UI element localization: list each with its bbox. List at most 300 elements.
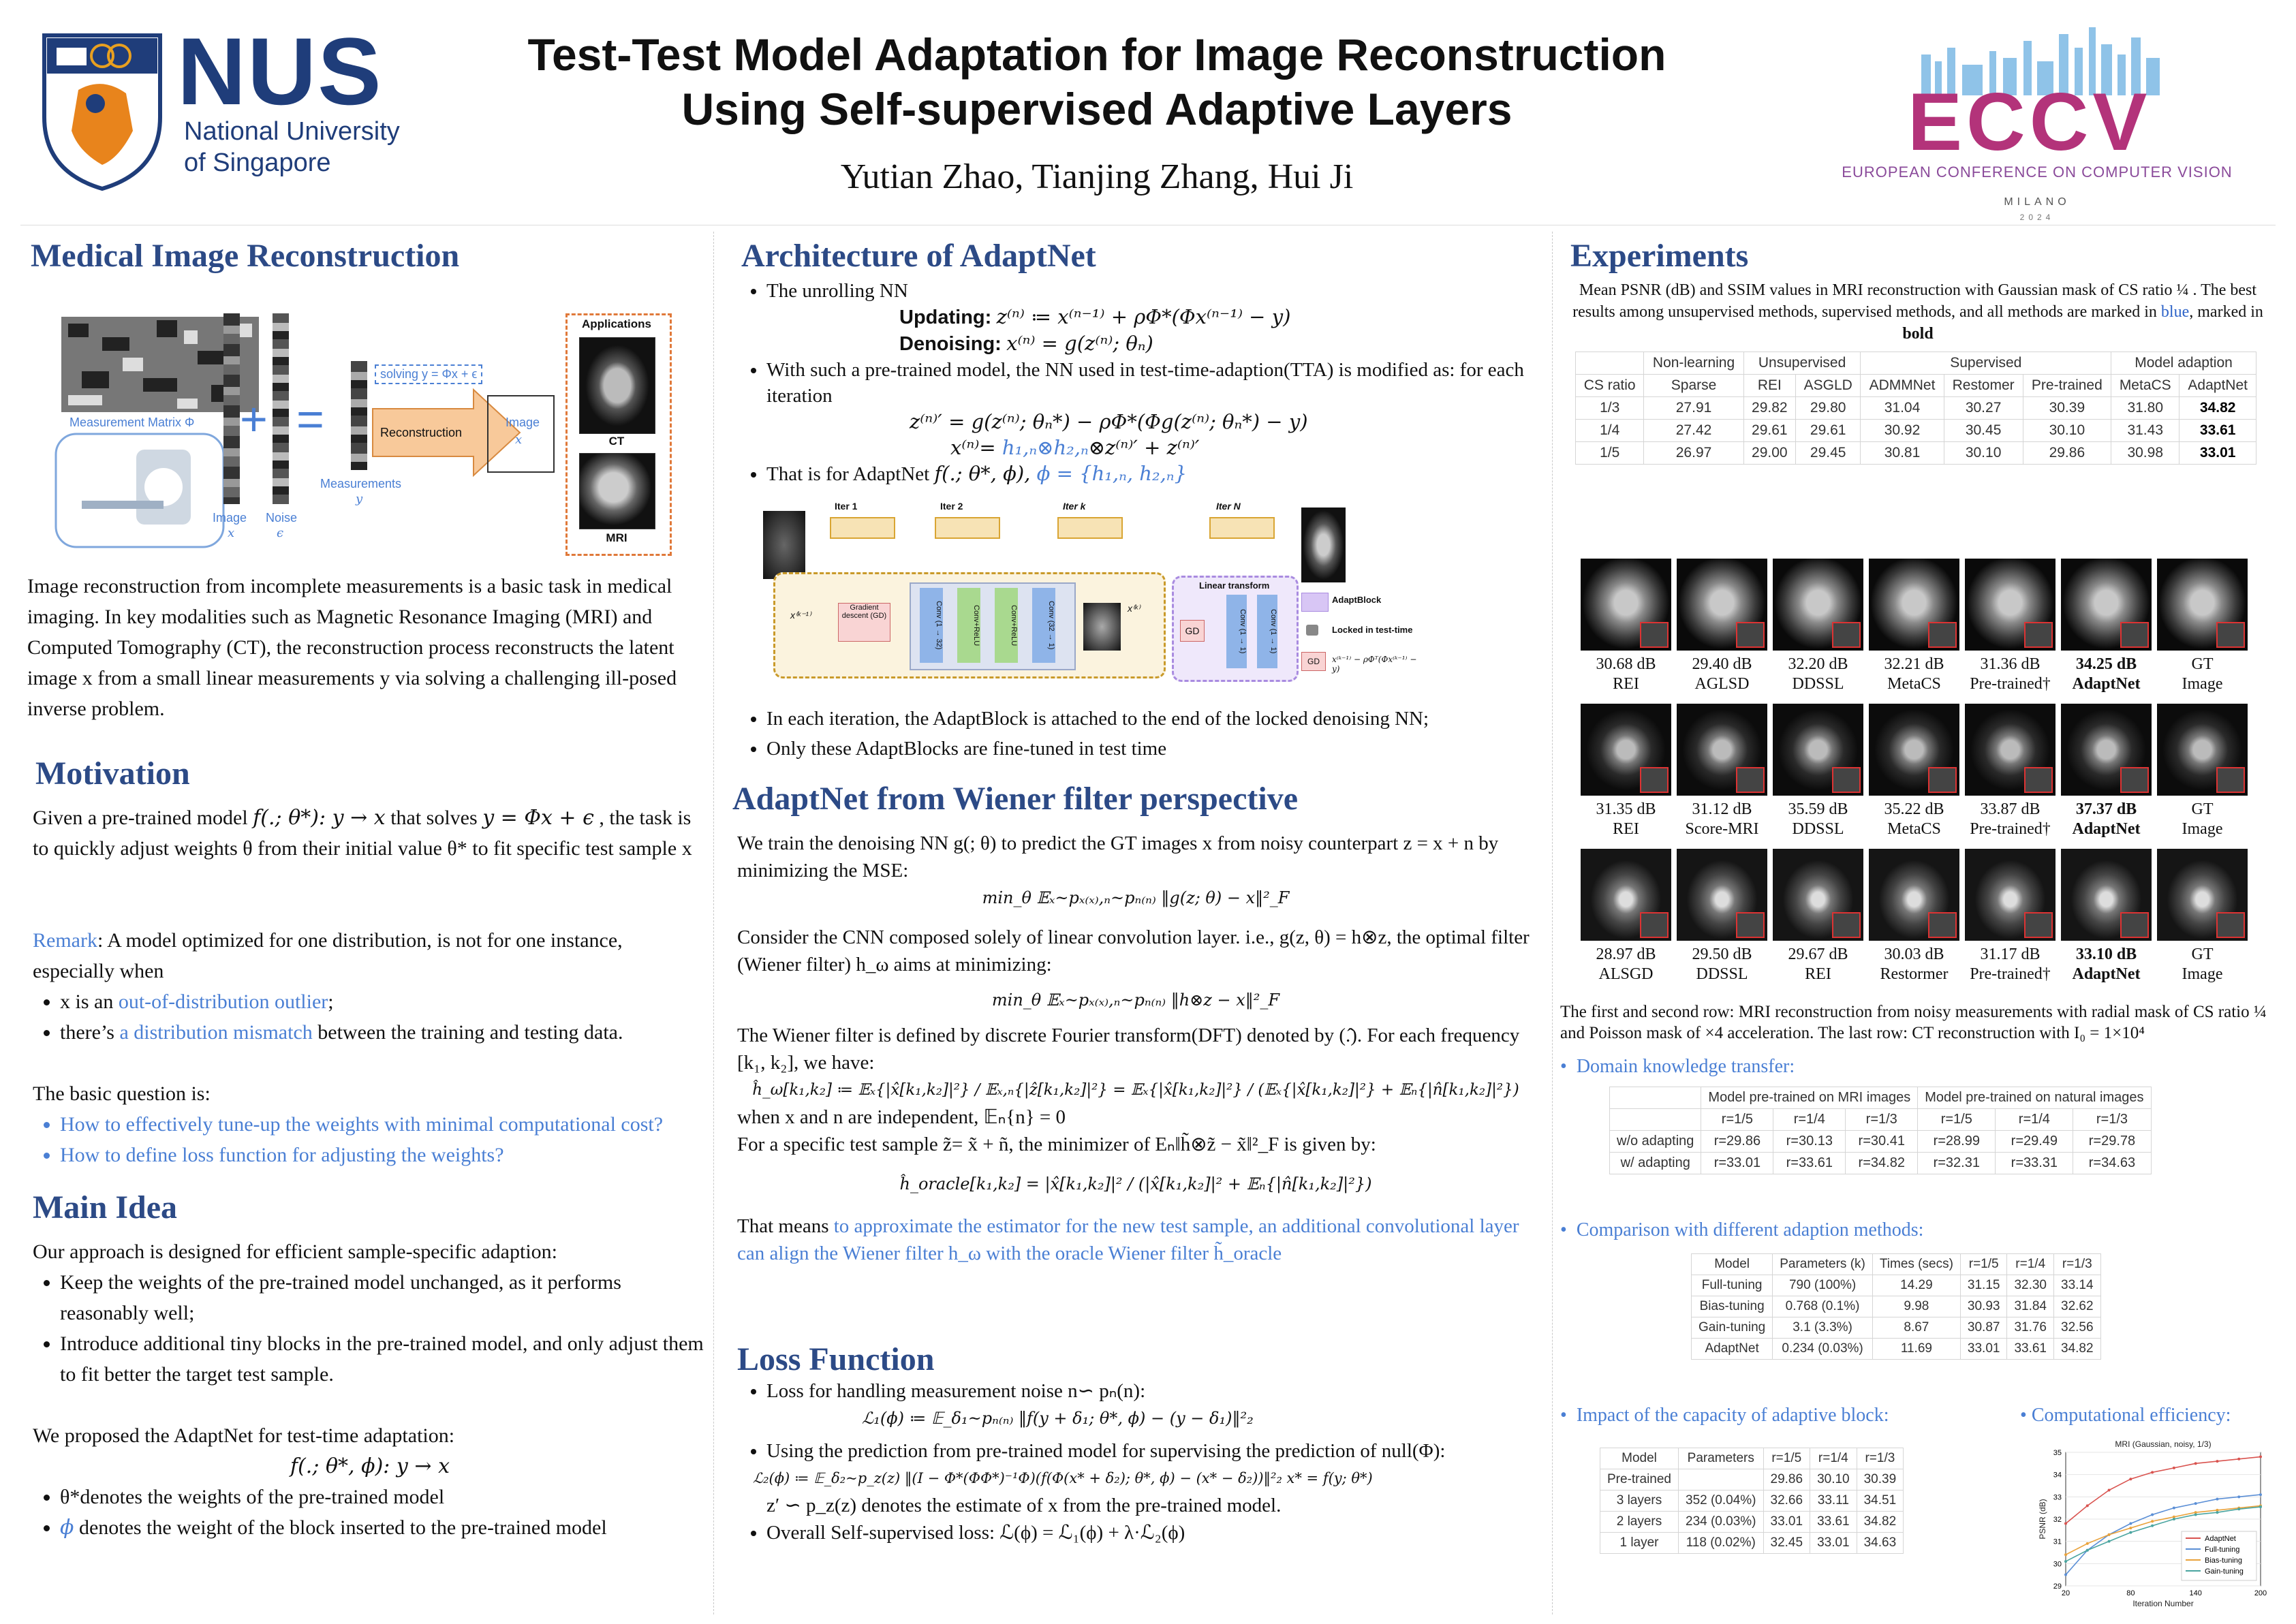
experiments-caption — [1567, 279, 2269, 345]
iter-k-block — [1057, 517, 1123, 539]
comparison-heading: • Comparison with different adaption methods: — [1560, 1219, 1924, 1240]
remark-bullets — [33, 986, 700, 1048]
reconstruction-image — [1677, 559, 1767, 651]
table-header-row — [1600, 1448, 1904, 1469]
psnr-value: 31.36 dB — [1980, 655, 2041, 673]
iter-n-label: Iter N — [1216, 501, 1241, 512]
adaptnet-network-diagram — [763, 501, 1417, 685]
column-divider-1 — [713, 232, 714, 1614]
noise-symbol: ϵ — [277, 526, 284, 540]
table-cell: Full-tuning — [1692, 1275, 1773, 1296]
arch-bullet-adaptnet — [766, 460, 1543, 487]
table-cell: 30.10 — [1944, 442, 2023, 465]
adaptnet-equation: f(.; θ*, ϕ): y → x — [290, 1454, 450, 1478]
adaption-comparison-table — [1691, 1253, 2101, 1360]
reconstruction-image — [1869, 559, 1959, 651]
main-idea-bullets — [33, 1267, 707, 1390]
table-cell: 32.62 — [2054, 1296, 2101, 1317]
motivation-text-1: Given a pre-trained model — [33, 807, 253, 829]
wiener-eq-2: min_θ 𝔼ₓ~pₓ₍ₓ₎,ₙ~pₙ₍ₙ₎ ‖h⊗z − x‖²_F — [991, 990, 1280, 1010]
reconstruction-image — [1581, 704, 1671, 796]
loss-bullets-2 — [739, 1437, 1543, 1465]
basic-question — [33, 1078, 707, 1170]
iter-bullets-list — [739, 704, 1543, 764]
reconstruction-image — [1677, 849, 1767, 941]
denoising-label: Denoising: — [899, 333, 1002, 355]
chart-ylabel: PSNR (dB) — [2038, 1499, 2047, 1540]
col-header: Model pre-trained on MRI images — [1701, 1087, 1918, 1109]
data-point — [2086, 1549, 2089, 1552]
image-caption — [1865, 800, 1964, 839]
table-cell: 30.10 — [1810, 1469, 1857, 1490]
mri-thumbnail — [579, 453, 655, 529]
motivation-text-2: that solves — [385, 807, 483, 829]
col-header: AdaptNet — [2179, 375, 2256, 397]
wiener-eq-3: ĥ_ω[k₁,k₂] ≔ 𝔼ₓ{|x̂[k₁,k₂]|²} / 𝔼ₓ,ₙ{|ẑ[k₁,k₂]|²} = 𝔼ₓ{|x̂[k₁,k₂]|²} / (𝔼ₓ{|x̂[k₁,k₂]|²} + 𝔼ₙ{|n̂[k₁,k₂]|²}) — [752, 1081, 1519, 1099]
data-point — [2194, 1502, 2197, 1505]
arch-bullets-3 — [739, 460, 1543, 487]
psnr-value: 28.97 dB — [1596, 946, 1656, 963]
wiener-eq-1: min_θ 𝔼ₓ~pₓ₍ₓ₎,ₙ~pₙ₍ₙ₎ ‖g(z; θ) − x‖²_F — [982, 888, 1290, 907]
data-point — [2216, 1511, 2218, 1514]
table-cell: 29.86 — [2023, 442, 2111, 465]
table-cell: 31.84 — [2007, 1296, 2054, 1317]
table-cell: 29.80 — [1795, 397, 1861, 420]
psnr-value: 35.22 dB — [1884, 800, 1944, 818]
legend-gd-swatch: GD — [1301, 652, 1326, 671]
zoom-inset — [1640, 622, 1669, 648]
zoom-inset — [1640, 912, 1669, 938]
group-header: Model adaption — [2111, 352, 2256, 375]
remark-text — [33, 925, 700, 1048]
iter-n-block — [1209, 517, 1275, 539]
image-caption — [1769, 945, 1867, 984]
table-cell: 33.61 — [2007, 1339, 2054, 1360]
domain-transfer-table — [1609, 1087, 2152, 1174]
image-caption — [1865, 945, 1964, 984]
iter-2-label: Iter 2 — [940, 501, 963, 512]
data-point — [2151, 1513, 2154, 1516]
psnr-value: 29.40 dB — [1692, 655, 1752, 673]
data-point — [2216, 1498, 2218, 1501]
zoom-inset — [1640, 767, 1669, 793]
image-caption — [1961, 800, 2060, 839]
table-cell: 8.67 — [1872, 1317, 1960, 1339]
reconstruction-image — [1965, 704, 2055, 796]
table-cell: 30.87 — [1960, 1317, 2007, 1339]
eq-part: ⊗z⁽ⁿ⁾′ + z⁽ⁿ⁾′ — [1088, 436, 1200, 459]
table-cell: 29.61 — [1795, 420, 1861, 442]
image-caption — [1961, 655, 2060, 694]
image-label: Image — [213, 511, 247, 525]
iter-1-label: Iter 1 — [835, 501, 858, 512]
col-header: Model pre-trained on natural images — [1918, 1087, 2151, 1109]
gradient-descent-block: Gradient descent (GD) — [838, 603, 890, 642]
table-cell: 30.92 — [1861, 420, 1944, 442]
reconstruction-image — [2157, 559, 2248, 651]
data-point — [2064, 1560, 2067, 1563]
data-point — [2129, 1522, 2132, 1525]
wiener-p4: when x and n are independent, 𝔼ₙ{n} = 0 — [737, 1106, 1066, 1128]
iteration-bullets — [739, 704, 1543, 764]
method-name: Image — [2182, 675, 2223, 693]
reconstruction-image — [2061, 704, 2152, 796]
legend-label: Bias-tuning — [2205, 1557, 2243, 1565]
figure-caption: The first and second row: MRI reconstruction from noisy measurements with radial mask of CS ratio ¼ and Poisson mask of ×4 acceleration. The last row: CT reconstruction with I₀ = 1×10⁴ — [1560, 1003, 2267, 1042]
caption-bold: bold — [1902, 325, 1934, 343]
psnr-value: 30.03 dB — [1884, 946, 1944, 963]
efficiency-title: Computational efficiency: — [2031, 1405, 2231, 1426]
capacity-heading: • Impact of the capacity of adaptive block: — [1560, 1405, 1889, 1426]
table-cell: 29.82 — [1743, 397, 1795, 420]
col-header: CS ratio — [1576, 375, 1644, 397]
denoising-eq: x⁽ⁿ⁾ = g(z⁽ⁿ⁾; θₙ) — [1006, 332, 1153, 355]
eq-part: x⁽ⁿ⁾= — [950, 436, 1002, 459]
data-point — [2216, 1460, 2218, 1463]
data-point — [2194, 1462, 2197, 1465]
table-cell: 31.43 — [2111, 420, 2179, 442]
wiener-p3: The Wiener filter is defined by discrete Fourier transform(DFT) denoted by (.̂). For each frequency [k₁, k₂], we have: — [737, 1025, 1520, 1074]
motivation-math-1: f(.; θ*): y → x — [253, 806, 386, 830]
table-cell: r=30.41 — [1846, 1131, 1918, 1153]
table-header-row — [1576, 352, 2256, 375]
linear-transform-label: Linear transform — [1199, 580, 1270, 591]
wiener-p1: We train the denoising NN g(; θ) to predict the GT images x from noisy counterpart z = x + n by minimizing the MSE: — [737, 832, 1499, 881]
zoom-inset — [2024, 622, 2053, 648]
data-point — [2129, 1531, 2132, 1534]
definition-bullets — [33, 1482, 707, 1543]
x-tick-label: 140 — [2189, 1589, 2202, 1597]
mri-results-table — [1575, 352, 2256, 465]
table-cell: 30.27 — [1944, 397, 2023, 420]
proposed-text: We proposed the AdaptNet for test-time adaptation: — [33, 1424, 455, 1447]
bullet-phi: ϕ = {h₁,ₙ, h₂,ₙ} — [1030, 462, 1188, 485]
method-name: REI — [1613, 820, 1639, 838]
title-line-2: Using Self-supervised Adaptive Layers — [681, 84, 1512, 134]
method-name: REI — [1613, 675, 1639, 693]
updating-eq: z⁽ⁿ⁾ ≔ x⁽ⁿ⁻¹⁾ + ρΦ*(Φx⁽ⁿ⁻¹⁾ − y) — [996, 305, 1291, 328]
table-cell: 32.45 — [1763, 1533, 1810, 1554]
table-cell: 30.39 — [2023, 397, 2111, 420]
legend-label: Gain-tuning — [2205, 1567, 2244, 1576]
col-header: Restomer — [1944, 375, 2023, 397]
psnr-value: 29.50 dB — [1692, 946, 1752, 963]
remark-bullet-mismatch — [60, 1017, 700, 1048]
noise-label: Noise — [266, 511, 298, 525]
data-point — [2151, 1471, 2154, 1473]
bullet-text: ; — [328, 990, 334, 1013]
table-cell: 118 (0.02%) — [1679, 1533, 1764, 1554]
reconstruction-image — [1869, 849, 1959, 941]
reconstruction-image — [1773, 704, 1863, 796]
method-name: DDSSL — [1792, 820, 1844, 838]
psnr-value: GT — [2191, 655, 2214, 673]
method-name: REI — [1805, 965, 1831, 983]
method-name: AdaptNet — [2072, 675, 2141, 693]
main-idea-intro: Our approach is designed for efficient sample-specific adaption: — [33, 1240, 557, 1263]
table-cell: 31.76 — [2007, 1317, 2054, 1339]
image-caption — [2057, 945, 2156, 984]
psnr-value: 29.67 dB — [1788, 946, 1848, 963]
iteration-bullet-2: • Only these AdaptBlocks are fine-tuned in test time — [766, 734, 1543, 764]
method-name: Image — [2182, 965, 2223, 983]
data-point — [2064, 1522, 2067, 1525]
bullet-math: f(.; θ*, ϕ), — [934, 462, 1031, 485]
method-name: Pre-trained† — [1970, 820, 2051, 838]
table-subheader-row — [1576, 375, 2256, 397]
medical-intro-text: Image reconstruction from incomplete measurements is a basic task in medical imaging. In key modalities such as Magnetic Resonance Imaging (MRI) and Computed Tomography (CT), the reconstruction process reconstructs the latent image x from a small linear measurements y via solving a challenging ill-posed inverse problem. — [27, 575, 677, 720]
table-row — [1600, 1512, 1904, 1533]
y-tick-label: 33 — [2053, 1493, 2062, 1502]
table-cell: 26.97 — [1644, 442, 1743, 465]
y-tick-label: 29 — [2053, 1582, 2062, 1591]
col-header: Times (secs) — [1872, 1254, 1960, 1275]
table-row — [1692, 1317, 2101, 1339]
method-name: DDSSL — [1696, 965, 1748, 983]
group-header: Supervised — [1861, 352, 2111, 375]
method-name: AdaptNet — [2072, 965, 2141, 983]
table-header-row — [1610, 1087, 2152, 1109]
eccv-city: MILANO — [2004, 196, 2070, 208]
table-corner — [1576, 352, 1644, 375]
table-cell: Pre-trained — [1600, 1469, 1679, 1490]
y-tick-label: 35 — [2053, 1449, 2062, 1457]
measurement-vector-icon — [351, 361, 367, 470]
table-cell: w/o adapting — [1610, 1131, 1701, 1153]
table-cell: 34.82 — [1857, 1512, 1904, 1533]
col-header: r=1/5 — [1763, 1448, 1810, 1469]
title-line-1: Test-Test Model Adaptation for Image Reconstruction — [527, 29, 1666, 80]
method-name: Image — [2182, 820, 2223, 838]
chart-title: MRI (Gaussian, noisy, 1/3) — [2115, 1439, 2212, 1449]
remark-label: Remark — [33, 929, 97, 952]
table-row — [1600, 1469, 1904, 1490]
data-point — [2237, 1495, 2240, 1498]
image-caption — [2057, 655, 2156, 694]
ct-thumbnail — [579, 337, 655, 434]
image-caption — [1769, 655, 1867, 694]
table-row — [1576, 420, 2256, 442]
table-cell: 34.82 — [2054, 1339, 2101, 1360]
conv-relu-1-block: Conv+ReLU — [957, 588, 980, 663]
arch-bullet-tta: • With such a pre-trained model, the NN used in test-time-adaption(TTA) is modified as: for each iteration — [766, 357, 1543, 409]
table-cell: 30.81 — [1861, 442, 1944, 465]
eccv-logo — [1812, 27, 2262, 232]
section-title-experiments: Experiments — [1570, 238, 1749, 274]
authors: Yutian Zhao, Tianjing Zhang, Hui Ji — [840, 157, 1354, 196]
col-header: Sparse — [1644, 375, 1743, 397]
data-point — [2237, 1508, 2240, 1510]
main-idea-text — [33, 1236, 707, 1543]
col-header: r=1/4 — [1810, 1448, 1857, 1469]
image-caption — [1961, 945, 2060, 984]
nus-wordmark: NUS — [177, 18, 383, 125]
phi-text: denotes the weight of the block inserted to the pre-trained model — [74, 1516, 607, 1539]
legend-locked: Locked in test-time — [1332, 625, 1413, 635]
psnr-value: 34.25 dB — [2075, 655, 2137, 673]
image-caption — [1673, 655, 1771, 694]
section-title-architecture: Architecture of AdaptNet — [741, 238, 1096, 274]
group-header: Non-learning — [1644, 352, 1743, 375]
table-cell: 0.768 (0.1%) — [1773, 1296, 1873, 1317]
psnr-value: 33.10 dB — [2075, 946, 2137, 963]
table-cell: r=33.01 — [1701, 1153, 1773, 1174]
caption-blue: blue — [2160, 303, 2190, 321]
table-cell: 1/5 — [1576, 442, 1644, 465]
reconstruction-image — [1581, 559, 1671, 651]
table-cell: r=28.99 — [1918, 1131, 1996, 1153]
table-cell: 33.14 — [2054, 1275, 2101, 1296]
col-header: Parameters — [1679, 1448, 1764, 1469]
image-caption — [2153, 945, 2252, 984]
arch-bullets-2 — [739, 357, 1543, 409]
psnr-value: 32.21 dB — [1884, 655, 1944, 673]
table-cell: 11.69 — [1872, 1339, 1960, 1360]
image-symbol: x — [228, 526, 235, 540]
col-header: r=1/3 — [1846, 1109, 1918, 1131]
image-caption — [1865, 655, 1964, 694]
table-row — [1576, 442, 2256, 465]
y-tick-label: 34 — [2053, 1471, 2062, 1480]
data-point — [2086, 1504, 2089, 1507]
conclusion-text: That means — [737, 1215, 834, 1237]
data-point — [2237, 1458, 2240, 1461]
output-image-symbol: x — [515, 433, 523, 447]
data-point — [2259, 1505, 2262, 1508]
loss-bullet-3: • Overall Self-supervised loss: ℒ(ϕ) = ℒ₁(ϕ) + λ·ℒ₂(ϕ) — [766, 1519, 1543, 1546]
noise-vector-icon — [273, 313, 289, 504]
data-point — [2129, 1478, 2132, 1480]
zoom-inset — [1736, 622, 1765, 648]
loss-eq-2: ℒ₂(ϕ) ≔ 𝔼_δ₂~p_z(z) ‖(I − Φ*(ΦΦ*)⁻¹Φ)(f(Φ(x* + δ₂); θ*, ϕ) − (x* − δ₂))‖²₂ x* = f(y; θ*) — [753, 1470, 1373, 1486]
table-cell: r=34.82 — [1846, 1153, 1918, 1174]
table-cell: 34.51 — [1857, 1490, 1904, 1512]
table-cell: 33.61 — [1810, 1512, 1857, 1533]
zoom-inset — [1832, 912, 1861, 938]
image-caption — [1577, 800, 1675, 839]
table-cell: 790 (100%) — [1773, 1275, 1873, 1296]
table-row — [1600, 1490, 1904, 1512]
reconstruction-image — [2157, 704, 2248, 796]
table-corner — [1610, 1109, 1701, 1131]
col-header: r=1/3 — [1857, 1448, 1904, 1469]
psnr-value: 32.20 dB — [1788, 655, 1848, 673]
x-tick-label: 80 — [2126, 1589, 2135, 1597]
loss-note: z′ ∽ p_z(z) denotes the estimate of x from the pre-trained model. — [766, 1495, 1282, 1516]
wiener-conclusion — [737, 1213, 1534, 1267]
zoom-inset — [1736, 767, 1765, 793]
zoom-inset — [1832, 622, 1861, 648]
col-header: Pre-trained — [2023, 375, 2111, 397]
nus-crest-icon — [37, 29, 167, 192]
arch-bullet-unroll: • The unrolling NN — [766, 278, 1543, 304]
table-cell: 33.01 — [1810, 1533, 1857, 1554]
table-cell: 27.91 — [1644, 397, 1743, 420]
question-2: • How to define loss function for adjusting the weights? — [60, 1140, 707, 1170]
mri-label: MRI — [606, 531, 627, 544]
eccv-year: 2024 — [2019, 213, 2055, 222]
output-image-label: Image — [506, 416, 540, 429]
reconstruction-image — [1773, 849, 1863, 941]
psnr-value: GT — [2191, 946, 2214, 963]
comparison-title: Comparison with different adaption methods: — [1576, 1219, 1924, 1240]
col-header: ASGLD — [1795, 375, 1861, 397]
reconstruction-diagram — [61, 313, 674, 559]
method-name: Score-MRI — [1685, 820, 1759, 838]
image-caption — [1577, 945, 1675, 984]
table-cell: r=33.31 — [1996, 1153, 2073, 1174]
definition-theta: • θ*denotes the weights of the pre-trained model — [60, 1482, 707, 1512]
conv-4-block: Conv (32 → 1) — [1032, 588, 1055, 663]
updating-label: Updating: — [899, 307, 992, 328]
loss-bullets-1 — [739, 1377, 1543, 1405]
psnr-value: 31.35 dB — [1596, 800, 1656, 818]
method-name: ALSGD — [1598, 965, 1654, 983]
section-title-wiener: AdaptNet from Wiener filter perspective — [732, 781, 1299, 817]
table-cell: 32.30 — [2007, 1275, 2054, 1296]
table-cell: 30.98 — [2111, 442, 2179, 465]
bullet-text: between the training and testing data. — [312, 1021, 623, 1044]
col-header: Model — [1600, 1448, 1679, 1469]
gd-block: GD — [1180, 620, 1205, 642]
legend-adaptblock-swatch — [1301, 593, 1329, 612]
column-divider-2 — [1552, 232, 1553, 1614]
col-header: r=1/5 — [1918, 1109, 1996, 1131]
bullet-highlight: a distribution mismatch — [119, 1021, 313, 1044]
table-cell: 32.56 — [2054, 1317, 2101, 1339]
table-corner — [1610, 1087, 1701, 1109]
zoom-inset — [2216, 912, 2245, 938]
table-cell: 30.45 — [1944, 420, 2023, 442]
table-cell: 14.29 — [1872, 1275, 1960, 1296]
eq-h-terms: h₁,ₙ⊗h₂,ₙ — [1002, 436, 1089, 459]
image-caption — [2057, 800, 2156, 839]
bullet-highlight: out-of-distribution outlier — [118, 990, 328, 1013]
section-title-medical: Medical Image Reconstruction — [31, 238, 460, 274]
table-cell: 34.82 — [2179, 397, 2256, 420]
label-xk: x⁽ᵏ⁾ — [1128, 603, 1141, 614]
col-header: r=1/3 — [2073, 1109, 2151, 1131]
table-cell: 1 layer — [1600, 1533, 1679, 1554]
data-point — [2259, 1493, 2262, 1496]
architecture-text — [739, 278, 1543, 487]
reconstruction-image — [2157, 849, 2248, 941]
motivation-text — [33, 802, 700, 864]
col-header: r=1/4 — [1996, 1109, 2073, 1131]
zoom-inset — [1832, 767, 1861, 793]
table-cell — [1679, 1469, 1764, 1490]
col-header: MetaCS — [2111, 375, 2179, 397]
table-cell: 27.42 — [1644, 420, 1743, 442]
reconstruction-image — [2061, 559, 2152, 651]
zoom-inset — [2024, 767, 2053, 793]
table-row — [1610, 1131, 2152, 1153]
table-cell: 34.63 — [1857, 1533, 1904, 1554]
table-cell: 29.86 — [1763, 1469, 1810, 1490]
table-cell: 33.01 — [1960, 1339, 2007, 1360]
plus-sign: + — [240, 392, 268, 446]
measurements-label: Measurements — [320, 477, 402, 490]
col-header: r=1/5 — [1960, 1254, 2007, 1275]
capacity-table — [1600, 1448, 1904, 1554]
zoom-inset — [2120, 767, 2149, 793]
data-point — [2129, 1527, 2132, 1529]
basic-question-label: The basic question is: — [33, 1082, 211, 1105]
intermediate-image — [1083, 603, 1121, 651]
col-header: r=1/4 — [2007, 1254, 2054, 1275]
bullet-text: That is for AdaptNet — [766, 463, 935, 485]
table-cell: 3 layers — [1600, 1490, 1679, 1512]
